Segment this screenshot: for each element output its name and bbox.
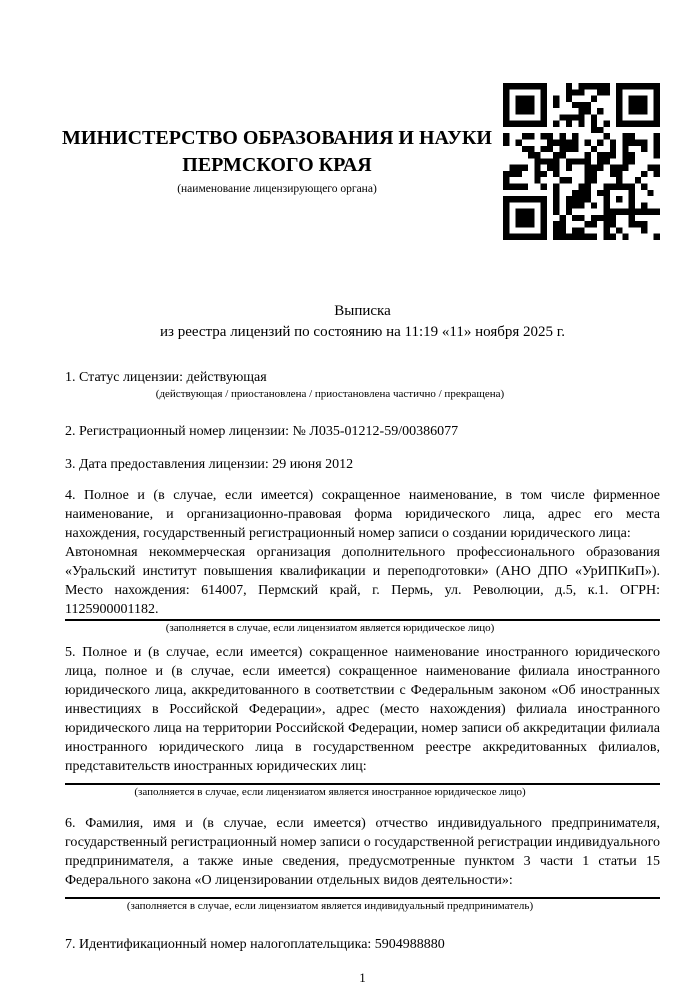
document-title — [65, 301, 660, 343]
entrepreneur-question: 6. Фамилия, имя и (в случае, если имеется) отчество индивидуального предпринимателя, государственный регистрационный номер записи о государственной регистрации индивидуального предпринимателя, а также иные сведения, предусмотренные пунктом 3 части 1 статьи 15 Федерального закона «О лицензировании отдельных видов деятельности»: — [65, 816, 660, 888]
legal-entity-value: Автономная некоммерческая организация дополнительного профессионального образования «Уральский институт повышения квалификации и переподготовки» (АНО ДПО «УрИПКиП»). Место нахождения: 614007, Пермский край, г. Пермь, ул. Революции, д.5, к.1. ОГРН: 1125900001182. — [65, 545, 660, 617]
license-status-line: 1. Статус лицензии: действующая — [65, 370, 267, 385]
status-options-caption: (действующая / приостановлена / приостановлена частично / прекращена) — [155, 388, 505, 400]
legal-entity-section — [65, 486, 660, 636]
page-number: 1 — [359, 970, 366, 985]
licensing-authority-header — [57, 0, 497, 197]
legal-entity-caption: (заполняется в случае, если лицензиатом является юридическое лицо) — [165, 622, 495, 634]
entrepreneur-caption: (заполняется в случае, если лицензиатом является индивидуальный предприниматель) — [126, 900, 534, 912]
legal-entity-question: 4. Полное и (в случае, если имеется) сокращенное наименование, в том числе фирменное наименование, и организационно-правовая форма юридического лица, адрес его места нахождения, государственный регистрационный номер записи о создании юридического лица: — [65, 488, 660, 541]
ministry-name-line1: МИНИСТЕРСТВО ОБРАЗОВАНИЯ И НАУКИ — [62, 127, 492, 149]
entrepreneur-section — [65, 814, 660, 914]
ministry-name-line2: ПЕРМСКОГО КРАЯ — [182, 154, 372, 176]
title-word: Выписка — [334, 303, 391, 319]
grant-date-line: 3. Дата предоставления лицензии: 29 июня 2012 — [65, 457, 354, 472]
title-date-line: из реестра лицензий по состоянию на 11:19 «11» ноября 2025 г. — [160, 324, 565, 340]
foreign-entity-section — [65, 643, 660, 800]
foreign-entity-question: 5. Полное и (в случае, если имеется) сокращенное наименование иностранного юридического лица, полное и (в случае, если имеется) сокращенное наименование филиала иностранного юридического лица, аккредитованного в соответствии с Федеральным законом «Об иностранных инвестициях в Российской Федерации», адрес (место нахождения) филиала иностранного юридического лица на территории Российской Федерации, номер записи об аккредитации филиала иностранного юридического лица в государственном реестре аккредитованных филиалов, представительств иностранных юридических лиц: — [65, 645, 660, 774]
registration-number-line: 2. Регистрационный номер лицензии: № Л035-01212-59/00386077 — [65, 424, 459, 439]
foreign-entity-caption: (заполняется в случае, если лицензиатом является иностранное юридическое лицо) — [134, 786, 526, 798]
qr-code-icon — [503, 83, 660, 240]
ministry-caption: (наименование лицензирующего органа) — [177, 183, 377, 195]
license-status-section — [65, 368, 660, 402]
taxpayer-number-line: 7. Идентификационный номер налогоплательщика: 5904988880 — [65, 937, 445, 952]
document-body — [65, 301, 660, 987]
